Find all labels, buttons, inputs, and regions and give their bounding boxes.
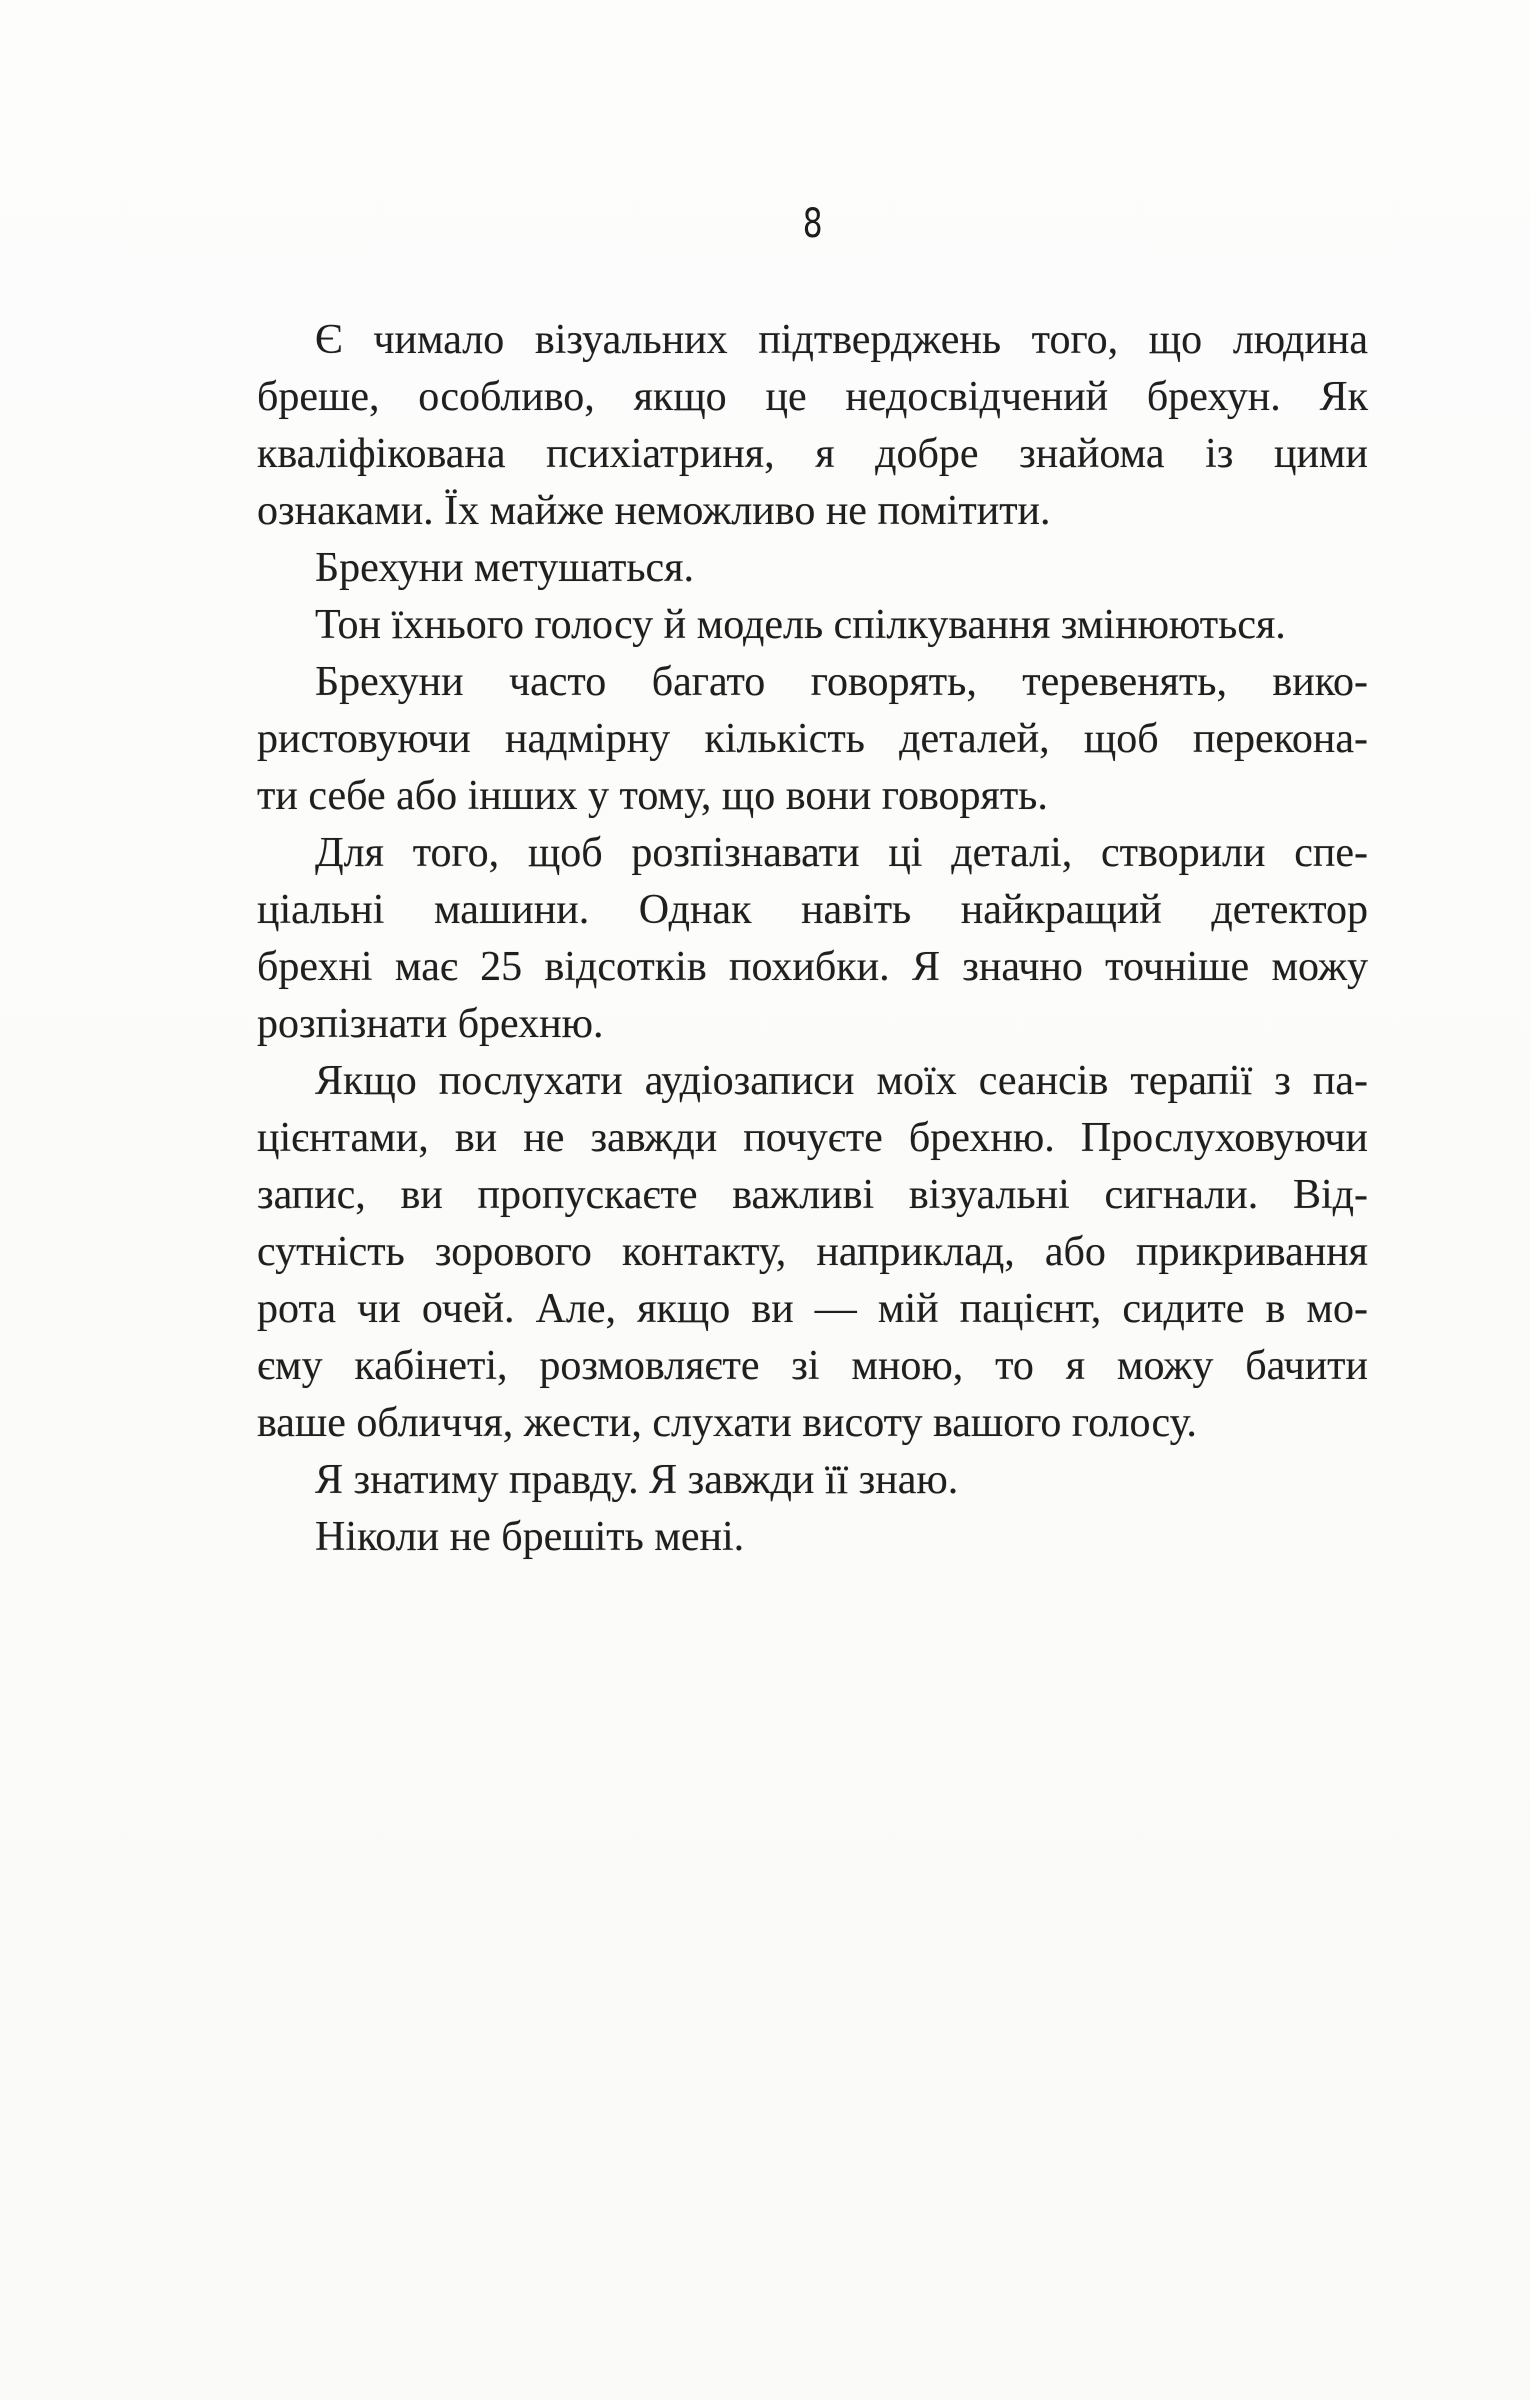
text-line: сутність зорового контакту, наприклад, або прикривання xyxy=(257,1229,1368,1275)
text-line: запис, ви пропускаєте важливі візуальні сигнали. Від- xyxy=(257,1172,1368,1218)
text-line: ти себе або інших у тому, що вони говорять. xyxy=(257,773,1048,819)
text-line: Якщо послухати аудіозаписи моїх сеансів терапії з па- xyxy=(315,1058,1368,1104)
page-text xyxy=(257,312,1368,1566)
paragraph xyxy=(257,597,1368,654)
text-line: Ніколи не брешіть мені. xyxy=(315,1514,745,1560)
paragraph xyxy=(257,540,1368,597)
paragraph xyxy=(257,654,1368,825)
text-line: єму кабінеті, розмовляєте зі мною, то я можу бачити xyxy=(257,1343,1368,1389)
text-line: розпізнати брехню. xyxy=(257,1001,604,1047)
paragraph xyxy=(257,312,1368,540)
text-line: Брехуни часто багато говорять, теревенять, вико- xyxy=(315,659,1368,705)
text-line: кваліфікована психіатриня, я добре знайома із цими xyxy=(257,431,1368,477)
text-line: Для того, щоб розпізнавати ці деталі, створили спе- xyxy=(315,830,1368,876)
page-number-value: 8 xyxy=(802,201,823,247)
text-line: Є чимало візуальних підтверджень того, що людина xyxy=(315,317,1368,363)
paragraph xyxy=(257,1053,1368,1452)
paragraph xyxy=(257,1452,1368,1509)
text-line: бреше, особливо, якщо це недосвідчений брехун. Як xyxy=(257,374,1368,420)
text-line: Тон їхнього голосу й модель спілкування змінюються. xyxy=(315,602,1286,648)
text-line: рота чи очей. Але, якщо ви — мій пацієнт, сидите в мо- xyxy=(257,1286,1368,1332)
text-line: брехні має 25 відсотків похибки. Я значно точніше можу xyxy=(257,944,1368,990)
text-line: ціальні машини. Однак навіть найкращий детектор xyxy=(257,887,1368,933)
text-line: ристовуючи надмірну кількість деталей, щоб перекона- xyxy=(257,716,1368,762)
text-line: цієнтами, ви не завжди почуєте брехню. Прослуховуючи xyxy=(257,1115,1368,1161)
text-line: Брехуни метушаться. xyxy=(315,545,694,591)
paragraph xyxy=(257,825,1368,1053)
text-line: ознаками. Їх майже неможливо не помітити. xyxy=(257,488,1051,534)
text-line: Я знатиму правду. Я завжди її знаю. xyxy=(315,1457,959,1503)
text-line: ваше обличчя, жести, слухати висоту вашого голосу. xyxy=(257,1400,1197,1446)
paragraph xyxy=(257,1509,1368,1566)
page-number xyxy=(257,200,1368,248)
